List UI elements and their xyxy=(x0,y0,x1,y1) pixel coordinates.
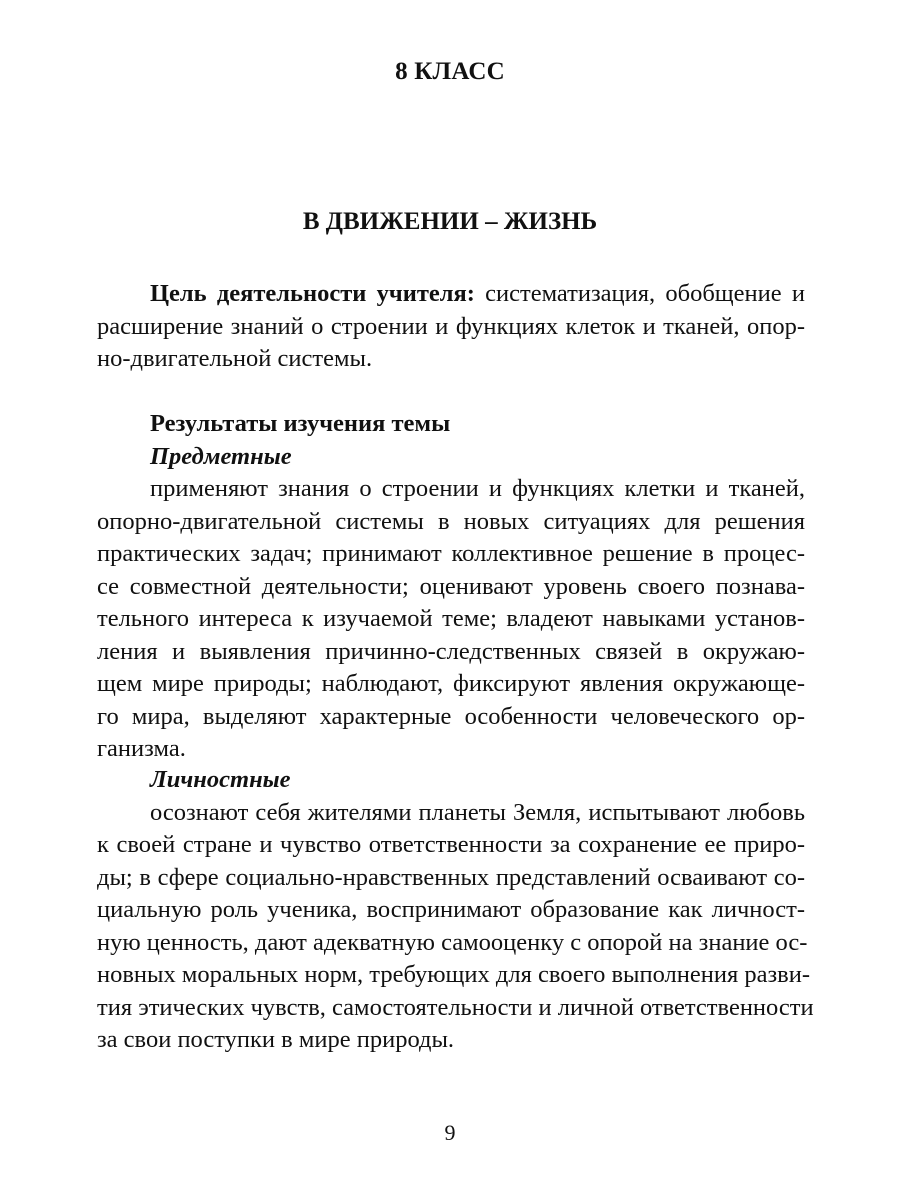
paragraph-line: ления и выявления причинно-следственных связей в окружаю- xyxy=(97,637,805,665)
paragraph-line: за свои поступки в мире природы. xyxy=(97,1026,455,1053)
paragraph-line xyxy=(97,278,805,311)
personal-results-section xyxy=(97,764,814,1057)
paragraph-line: ганизма. xyxy=(97,735,186,762)
paragraph-line: опорно-двигательной системы в новых ситуациях для решения xyxy=(97,507,805,535)
subject-results-heading: Предметные xyxy=(150,442,292,470)
paragraph-line: го мира, выделяют характерные особенности человеческого ор- xyxy=(97,702,805,730)
results-heading: Результаты изучения темы xyxy=(150,410,451,437)
teacher-goal-paragraph xyxy=(97,278,805,376)
paragraph-line: к своей стране и чувство ответственности за сохранение ее приро- xyxy=(97,831,805,858)
paragraph-line: ды; в сфере социально-нравственных представлений осваивают со- xyxy=(97,863,805,891)
results-section xyxy=(97,408,805,766)
paragraph-line: тия этических чувств, самостоятельности и личной ответственности xyxy=(97,993,814,1021)
grade-heading: 8 КЛАСС xyxy=(395,58,505,85)
paragraph-line: ную ценность, дают адекватную самооценку с опорой на знание ос- xyxy=(97,928,808,956)
paragraph-line: циальную роль ученика, воспринимают образование как личност- xyxy=(97,896,805,923)
teacher-goal-label: Цель деятельности учителя: xyxy=(150,280,475,307)
teacher-goal-text: систематизация, обобщение и xyxy=(474,280,805,307)
lesson-title: В ДВИЖЕНИИ – ЖИЗНЬ xyxy=(302,208,598,235)
paragraph-line: новных моральных норм, требующих для своего выполнения разви- xyxy=(97,961,811,988)
paragraph-line: расширение знаний о строении и функциях клеток и тканей, опор- xyxy=(97,312,805,340)
paragraph-line: щем мире природы; наблюдают, фиксируют явления окружающе- xyxy=(97,670,805,697)
paragraph-line: се совместной деятельности; оценивают уровень своего познава- xyxy=(97,572,805,600)
paragraph-line: практических задач; принимают коллективное решение в процес- xyxy=(97,540,805,567)
personal-results-heading: Личностные xyxy=(150,766,291,793)
paragraph-line: тельного интереса к изучаемой теме; владеют навыками установ- xyxy=(97,605,805,632)
paragraph-line: но-двигательной системы. xyxy=(97,345,373,372)
paragraph-line: осознают себя жителями планеты Земля, испытывают любовь xyxy=(150,798,805,826)
page-number: 9 xyxy=(444,1120,456,1145)
paragraph-line: применяют знания о строении и функциях клетки и тканей, xyxy=(150,475,805,502)
